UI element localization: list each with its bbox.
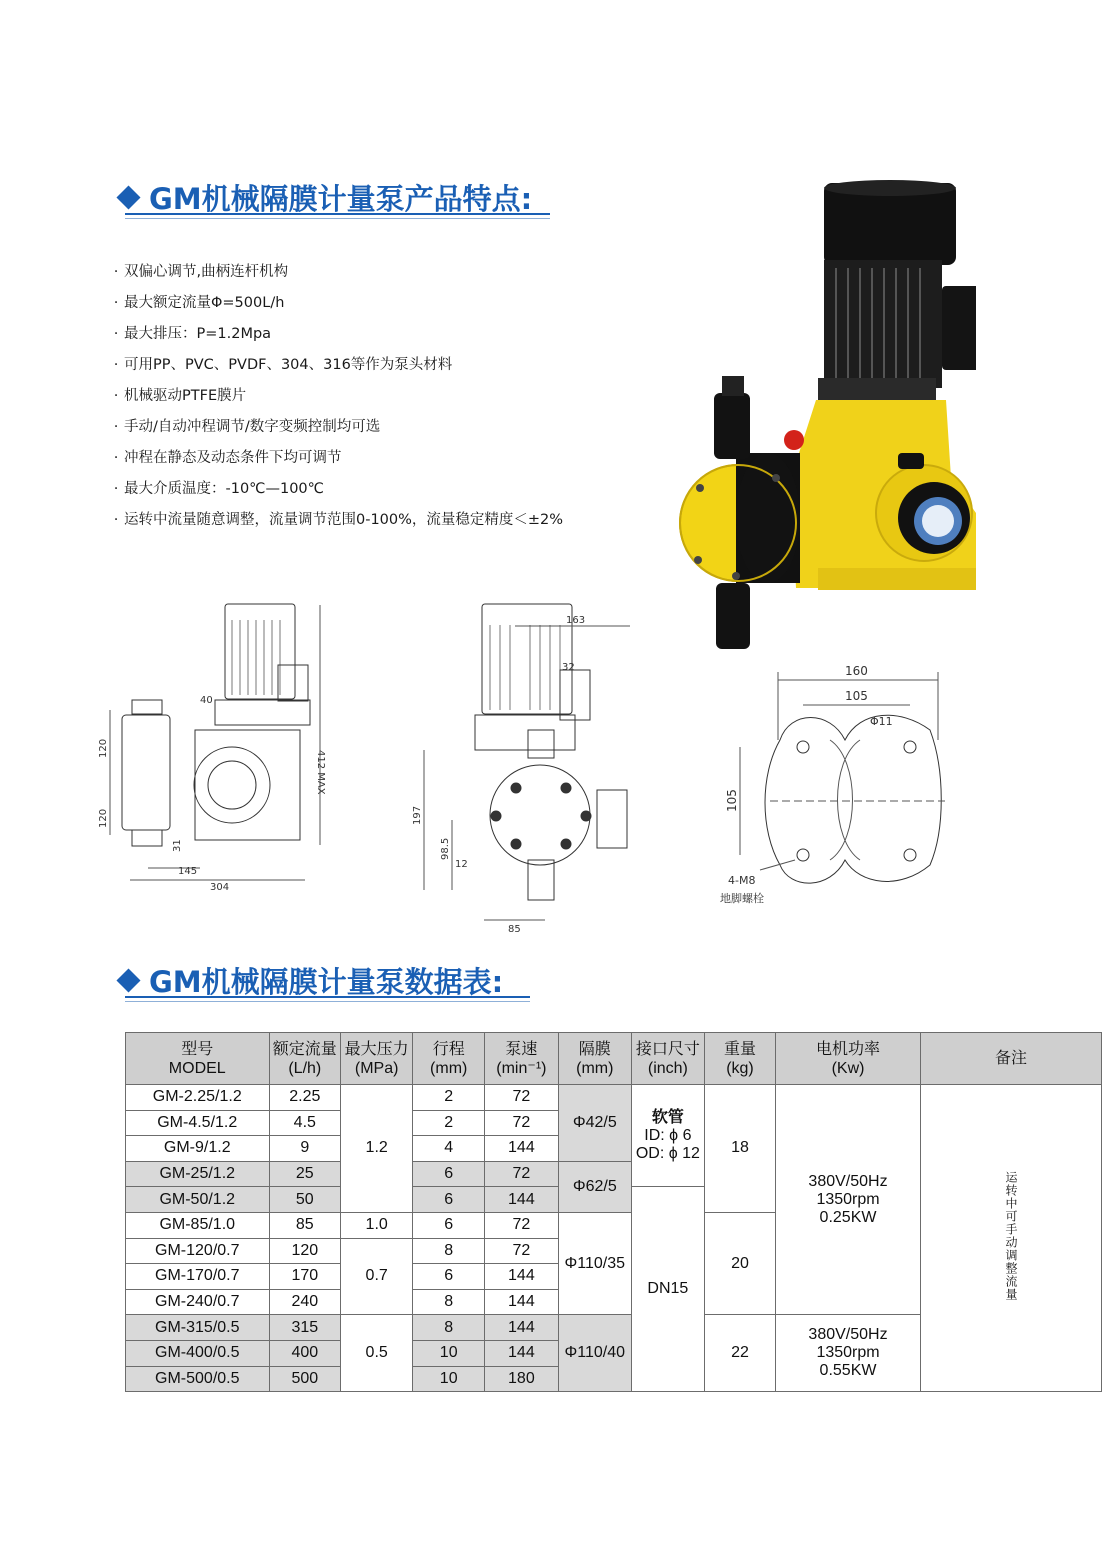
table-cell: GM-240/0.7	[126, 1289, 270, 1315]
header-flow: 额定流量 (L/h)	[269, 1033, 341, 1085]
table-cell: 2	[413, 1085, 485, 1111]
dim-label: 163	[566, 615, 586, 626]
table-cell: 315	[269, 1315, 341, 1341]
title-underline-thin	[125, 1001, 530, 1002]
header-speed: 泵速 (min⁻¹)	[485, 1033, 559, 1085]
table-cell: GM-25/1.2	[126, 1161, 270, 1187]
feature-item: · 运转中流量随意调整，流量调节范围0-100%，流量稳定精度＜±2%	[113, 512, 564, 528]
header-weight: 重量 (kg)	[704, 1033, 775, 1085]
feature-item: · 机械驱动PTFE膜片	[113, 388, 247, 404]
table-cell: 8	[413, 1315, 485, 1341]
table-cell: GM-9/1.2	[126, 1136, 270, 1162]
title-underline	[125, 213, 550, 215]
table-cell: 9	[269, 1136, 341, 1162]
table-cell: 2	[413, 1110, 485, 1136]
dim-label: 12	[455, 859, 468, 870]
header-model: 型号 MODEL	[126, 1033, 270, 1085]
table-cell: 25	[269, 1161, 341, 1187]
port-hose-cell: 软管 ID: ϕ 6 OD: ϕ 12	[631, 1085, 704, 1187]
table-cell: GM-2.25/1.2	[126, 1085, 270, 1111]
diamond-icon	[116, 185, 140, 209]
table-cell: 72	[485, 1110, 559, 1136]
table-cell: 0.7	[341, 1238, 413, 1315]
table-cell: Φ110/35	[558, 1212, 631, 1314]
table-cell: 500	[269, 1366, 341, 1392]
table-cell: GM-120/0.7	[126, 1238, 270, 1264]
dim-label: 105	[845, 689, 868, 703]
table-cell: 2.25	[269, 1085, 341, 1111]
table-cell: 20	[704, 1212, 775, 1314]
table-cell: GM-170/0.7	[126, 1264, 270, 1290]
diamond-icon	[116, 968, 140, 992]
table-cell: GM-50/1.2	[126, 1187, 270, 1213]
front-view-drawing	[98, 604, 326, 893]
table-cell: GM-85/1.0	[126, 1212, 270, 1238]
table-cell: 240	[269, 1289, 341, 1315]
feature-item: · 冲程在静态及动态条件下均可调节	[113, 450, 342, 466]
dim-label: 145	[178, 866, 198, 877]
dim-label: Φ11	[870, 715, 893, 728]
spec-table	[125, 1032, 1102, 1392]
dim-label: 197	[412, 805, 423, 825]
table-cell: 0.5	[341, 1315, 413, 1392]
table-cell: Φ42/5	[558, 1085, 631, 1162]
table-cell: 144	[485, 1136, 559, 1162]
table-cell: 18	[704, 1085, 775, 1213]
header-motor: 电机功率 (Kw)	[776, 1033, 921, 1085]
table-cell: 85	[269, 1212, 341, 1238]
table-cell: 144	[485, 1264, 559, 1290]
table-cell: Φ110/40	[558, 1315, 631, 1392]
table-cell: 22	[704, 1315, 775, 1392]
feature-item: · 可用PP、PVC、PVDF、304、316等作为泵头材料	[113, 357, 453, 373]
table-row	[126, 1085, 1102, 1111]
features-section-title	[116, 177, 532, 218]
table-cell: Φ62/5	[558, 1161, 631, 1212]
table-cell: 120	[269, 1238, 341, 1264]
dim-label: 地脚螺栓	[720, 892, 764, 905]
table-cell: GM-4.5/1.2	[126, 1110, 270, 1136]
dim-label: 160	[845, 664, 868, 678]
dim-label: 412 MAX	[315, 750, 326, 795]
motor-cell-b: 380V/50Hz 1350rpm 0.55KW	[776, 1315, 921, 1392]
features-title-text: GM机械隔膜计量泵产品特点:	[149, 182, 533, 216]
dim-label: 120	[98, 808, 109, 828]
datasheet-section-title	[116, 960, 503, 1001]
table-cell: 72	[485, 1212, 559, 1238]
dim-label: 304	[210, 882, 230, 893]
table-header-row	[126, 1033, 1102, 1085]
title-underline-thin	[125, 218, 550, 219]
table-cell: 400	[269, 1340, 341, 1366]
feature-list	[108, 257, 563, 536]
dim-label: 98.5	[440, 837, 451, 860]
table-cell: 50	[269, 1187, 341, 1213]
base-plate-drawing	[720, 664, 945, 905]
header-port: 接口尺寸 (inch)	[631, 1033, 704, 1085]
title-underline	[125, 996, 530, 998]
technical-drawings	[0, 590, 1102, 940]
table-cell: 6	[413, 1212, 485, 1238]
feature-item: · 最大介质温度：-10℃—100℃	[113, 481, 324, 497]
table-cell: 10	[413, 1340, 485, 1366]
table-cell: 10	[413, 1366, 485, 1392]
motor-cell-a: 380V/50Hz 1350rpm 0.25KW	[776, 1085, 921, 1315]
table-cell: GM-315/0.5	[126, 1315, 270, 1341]
table-cell: 72	[485, 1085, 559, 1111]
dim-label: 40	[200, 695, 213, 706]
table-cell: 72	[485, 1161, 559, 1187]
table-cell: 170	[269, 1264, 341, 1290]
table-cell: 6	[413, 1161, 485, 1187]
dim-label: 85	[508, 924, 521, 935]
header-stroke: 行程 (mm)	[413, 1033, 485, 1085]
side-view-drawing	[412, 604, 630, 935]
table-cell: 144	[485, 1289, 559, 1315]
remark-cell: 运转中可手动调整流量	[920, 1085, 1101, 1392]
header-diaphragm: 隔膜 (mm)	[558, 1033, 631, 1085]
table-cell: 4	[413, 1136, 485, 1162]
dim-label: 32	[562, 662, 575, 673]
table-cell: GM-400/0.5	[126, 1340, 270, 1366]
feature-item: · 手动/自动冲程调节/数字变频控制均可选	[113, 419, 381, 435]
dim-label: 120	[98, 738, 109, 758]
header-remark: 备注	[920, 1033, 1101, 1085]
table-cell: GM-500/0.5	[126, 1366, 270, 1392]
header-pressure: 最大压力 (MPa)	[341, 1033, 413, 1085]
table-cell: 8	[413, 1238, 485, 1264]
pump-product-image	[676, 178, 976, 658]
table-cell: DN15	[631, 1187, 704, 1392]
dim-label: 31	[172, 839, 183, 852]
table-cell: 144	[485, 1340, 559, 1366]
feature-item: · 最大排压：P=1.2Mpa	[113, 326, 272, 342]
table-cell: 6	[413, 1187, 485, 1213]
feature-item: · 双偏心调节,曲柄连杆机构	[113, 264, 289, 280]
table-cell: 180	[485, 1366, 559, 1392]
table-cell: 144	[485, 1187, 559, 1213]
dim-label: 4-M8	[728, 874, 756, 887]
table-cell: 72	[485, 1238, 559, 1264]
dim-label: 105	[725, 789, 739, 812]
table-cell: 8	[413, 1289, 485, 1315]
table-cell: 144	[485, 1315, 559, 1341]
table-cell: 1.0	[341, 1212, 413, 1238]
table-cell: 4.5	[269, 1110, 341, 1136]
feature-item: · 最大额定流量Φ=500L/h	[113, 295, 285, 311]
datasheet-title-text: GM机械隔膜计量泵数据表:	[149, 965, 504, 999]
table-cell: 1.2	[341, 1085, 413, 1213]
table-cell: 6	[413, 1264, 485, 1290]
